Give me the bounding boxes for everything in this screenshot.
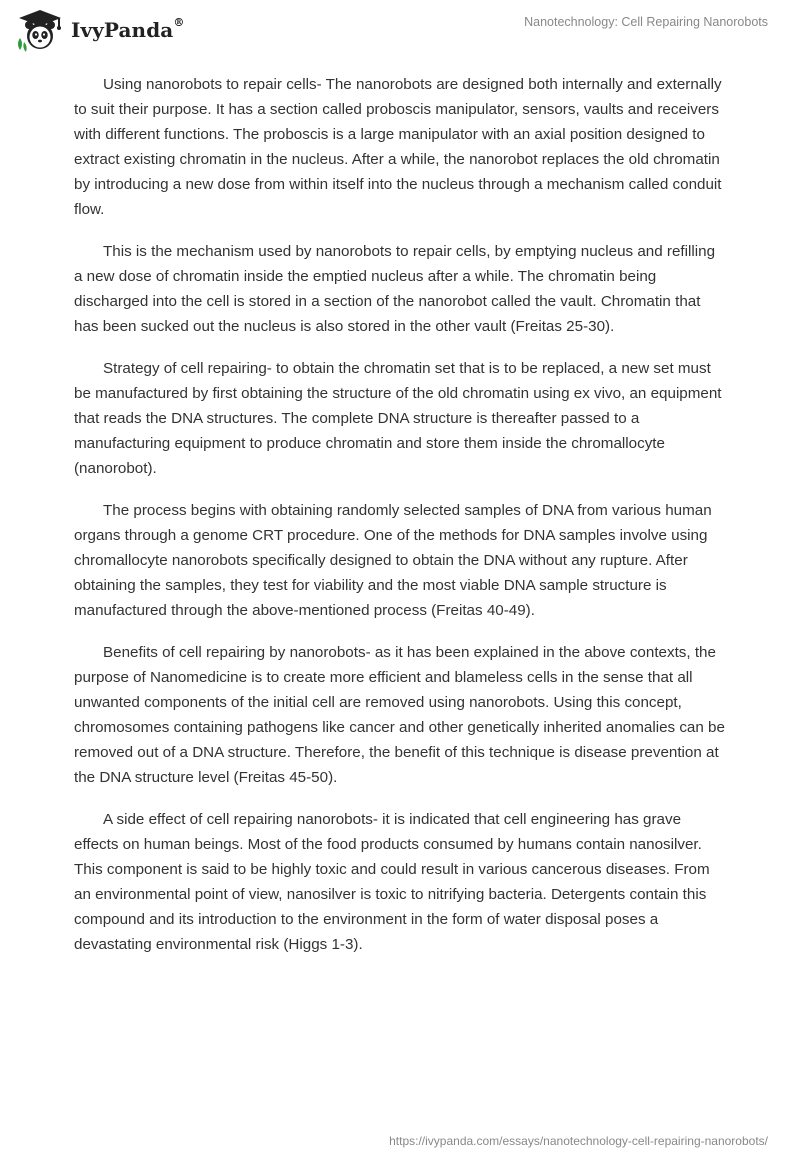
paragraph: Benefits of cell repairing by nanorobots- as it has been explained in the above contexts, the purpose of Nanomedicine is to create more efficient and blameless cells in the sense that all unwanted components of the initial cell are removed using nanorobots. Using this concept, chromosomes containing pathogens like cancer and other genetically inherited anomalies can be removed out of a DNA structure. Therefore, the benefit of this technique is disease prevention at the DNA structure level (Freitas 45-50). — [74, 644, 725, 786]
paragraph: This is the mechanism used by nanorobots to repair cells, by emptying nucleus and refilling a new dose of chromatin inside the emptied nucleus after a while. The chromatin being discharged into the cell is stored in a section of the nanorobot called the vault. Chromatin that has been sucked out the nucleus is also stored in the other vault (Freitas 25-30). — [74, 243, 716, 335]
paragraph: The process begins with obtaining randomly selected samples of DNA from various human organs through a genome CRT procedure. One of the methods for DNA samples involve using chromallocyte nanorobots specifically designed to obtain the DNA without any rupture. After obtaining the samples, they test for viability and the most viable DNA sample structure is manufactured through the above-mentioned process (Freitas 40-49). — [74, 502, 712, 619]
brand-name: IvyPanda® — [71, 16, 185, 42]
page-header — [0, 0, 800, 70]
document-title: Nanotechnology: Cell Repairing Nanorobots — [524, 15, 768, 29]
ivypanda-logo[interactable] — [14, 8, 184, 52]
paragraph: Using nanorobots to repair cells- The nanorobots are designed both internally and externally to suit their purpose. It has a section called proboscis manipulator, sensors, vaults and receivers with different functions. The proboscis is a large manipulator with an axial position designed to extract existing chromatin in the nucleus. After a while, the nanorobot replaces the old chromatin by introducing a new dose from within itself into the nucleus through a mechanism called conduit flow. — [74, 76, 722, 218]
paragraph: A side effect of cell repairing nanorobots- it is indicated that cell engineering has grave effects on human beings. Most of the food products consumed by humans contain nanosilver. This component is said to be highly toxic and could result in various cancerous diseases. From an environmental point of view, nanosilver is toxic to nitrifying bacteria. Detergents contain this compound and its introduction to the environment in the form of water disposal poses a devastating environmental risk (Higgs 1-3). — [74, 811, 710, 953]
source-url[interactable]: https://ivypanda.com/essays/nanotechnology-cell-repairing-nanorobots/ — [389, 1134, 768, 1148]
paragraph: Strategy of cell repairing- to obtain the chromatin set that is to be replaced, a new set must be manufactured by first obtaining the structure of the old chromatin using ex vivo, an equipment that reads the DNA structures. The complete DNA structure is thereafter passed to a manufacturing equipment to produce chromatin and store them inside the chromallocyte (nanorobot). — [74, 360, 722, 477]
panda-graduation-cap-icon — [14, 8, 66, 52]
essay-body — [74, 72, 726, 974]
registered-mark: ® — [173, 16, 185, 29]
